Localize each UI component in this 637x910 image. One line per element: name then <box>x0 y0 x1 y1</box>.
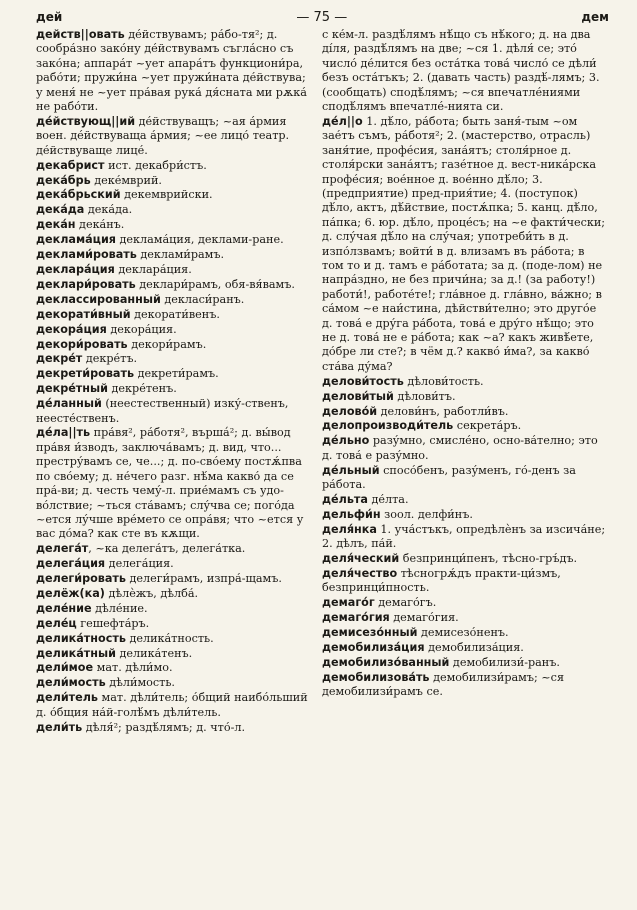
entry-headword: деклара́ция <box>36 263 115 276</box>
entry-headword: делеги́ровать <box>36 572 126 586</box>
entry-headword: деля́нка <box>322 522 377 536</box>
entry-headword: дельфи́н <box>322 507 381 521</box>
dictionary-entry <box>36 308 314 322</box>
dictionary-entry <box>322 115 606 374</box>
entry-definition: тѣсногрѫ́дъ практи-ци́змъ, безпринци́пность. <box>322 567 561 595</box>
entry-definition: делега́ция. <box>105 557 174 571</box>
dictionary-entry <box>36 602 314 616</box>
dictionary-entry <box>36 721 314 735</box>
entry-definition: делика́тенъ. <box>115 646 193 660</box>
entry-definition: (неестественный) изку́-ственъ, неесте́ственъ. <box>36 397 289 425</box>
entry-headword: де́льный <box>322 463 380 477</box>
dictionary-entry <box>36 617 314 631</box>
entry-headword: делопроизводи́тель <box>322 419 454 433</box>
dictionary-entry <box>36 263 314 277</box>
entry-headword: декори́ровать <box>36 337 128 351</box>
dictionary-entry <box>322 611 606 625</box>
entry-definition: гешефта́ръ. <box>76 616 150 630</box>
dictionary-entry <box>36 352 314 366</box>
dictionary-entry <box>36 28 314 114</box>
entry-headword: делега́ция <box>36 557 106 571</box>
dictionary-entry <box>36 293 314 307</box>
entry-definition: деклари́рамъ, обя-вя́вамъ. <box>135 277 295 291</box>
entry-definition: декрети́рамъ. <box>134 367 219 381</box>
dictionary-entry <box>322 596 606 610</box>
entry-definition: декре́тъ. <box>82 352 137 366</box>
dictionary-entry <box>322 464 606 493</box>
dictionary-entry <box>36 248 314 262</box>
dictionary-entry <box>36 159 314 173</box>
entry-headword: деклассированный <box>36 292 161 306</box>
dictionary-entry <box>36 203 314 217</box>
dictionary-entry <box>322 641 606 655</box>
entry-definition: демаго́гия. <box>389 611 459 625</box>
page-header <box>36 8 609 26</box>
dictionary-entry <box>36 323 314 337</box>
entry-headword: демобилизова́ть <box>322 670 430 684</box>
dictionary-entry <box>322 508 606 522</box>
entry-definition: пра́вя², ра́ботя², вършá²; д. вы́вод пра́вя и́зводъ, заключа́вамъ; д. вид, что... престру́вамъ се, че...; д. по-сво́ему постѫ́пва по сво́ему; д. не́чего разг. нѣ́ма какво́ да се пра́-ви; д. честь чему́-л. прие́мамъ съ удо-во́лствие; ~ться ста́вамъ; слу́чва се; пого́да ~ется лу́чше вре́мето се опра́вя; что ~ется у вас до́ма? как сте въ кѫщи. <box>36 426 304 541</box>
dictionary-entry <box>322 28 606 114</box>
header-left-guide-word: дей <box>36 10 63 24</box>
entry-headword: деля́ческий <box>322 552 400 566</box>
entry-definition: декора́ция. <box>106 322 177 336</box>
entry-definition: демаго́гъ. <box>374 596 437 610</box>
dictionary-entry <box>36 233 314 247</box>
left-column <box>36 28 314 736</box>
dictionary-entry <box>36 691 314 720</box>
dictionary-entry <box>322 419 606 433</box>
entry-headword: декора́ция <box>36 322 107 336</box>
entry-definition: безпринци́пенъ, тѣсно-гръ́дъ. <box>399 552 578 566</box>
entry-headword: делега́т <box>36 542 89 556</box>
dictionary-entry <box>36 397 314 426</box>
dictionary-entry <box>36 338 314 352</box>
dictionary-entry <box>36 382 314 396</box>
entry-headword: дека́брьский <box>36 188 121 202</box>
entry-definition: мат. дѣли́мо. <box>93 661 173 675</box>
page-number: — 75 — <box>296 9 348 25</box>
entry-definition: деклама́ция, деклами-ране. <box>115 233 284 247</box>
dictionary-entry <box>36 542 314 556</box>
entry-definition: дека́нъ. <box>75 218 125 232</box>
entry-definition: демисезо́ненъ. <box>417 626 509 640</box>
entry-headword: де́ланный <box>36 397 102 411</box>
entry-definition: с ке́м-л. раздѣ́лямъ нѣ́що съ нѣ́кого; д. на два ді́ля, раздѣ́лямъ на две; ~ся 1. дѣля́ се; это́ число́ де́лится без оста́тка това́ число́ се дѣли́ безъ оста́тъкъ; 2. (давать часть) раздѣ́-лямъ; 3. (сообщать) сподѣ́лямъ; ~ся впечатле́ниями сподѣ́лямъ впечатле́-нията си. <box>322 28 600 114</box>
entry-headword: декре́тный <box>36 382 108 396</box>
dictionary-entry <box>36 174 314 188</box>
entry-headword: декабрист <box>36 158 105 172</box>
entry-headword: деклама́ция <box>36 233 116 247</box>
entry-definition: де́лта. <box>367 493 409 506</box>
entry-definition: , ~ка делега́тъ, делега́тка. <box>88 542 246 556</box>
entry-definition: делика́тность. <box>125 631 214 645</box>
entry-definition: декре́тенъ. <box>107 382 177 396</box>
entry-headword: делика́тность <box>36 631 126 645</box>
entry-definition: де́йствувамъ; ра́бо-тя²; д. сообра́зно зако́ну де́йствувамъ съгла́сно съ зако́на; аппара́т ~ует апара́тъ функциони́ра, рабо́ти; пружи́на ~ует пружи́ната де́йствува; у меня́ не ~ует пра́вая рука́ дя́сната ми рѫка́ не рабо́ти. <box>36 28 307 114</box>
entry-headword: деле́ние <box>36 601 92 615</box>
dictionary-entry <box>36 632 314 646</box>
entry-headword: дека́да <box>36 203 85 217</box>
dictionary-entry <box>322 493 606 507</box>
dictionary-entry <box>322 390 606 404</box>
entry-headword: демаго́г <box>322 596 375 610</box>
entry-definition: дѣли́мость. <box>105 676 175 690</box>
entry-headword: де́йствующ||ий <box>36 114 136 128</box>
entry-headword: дели́мое <box>36 661 94 675</box>
entry-definition: демобилизи́-ранъ. <box>449 655 560 669</box>
entry-headword: дека́н <box>36 218 76 232</box>
dictionary-entry <box>322 523 606 552</box>
entry-definition: секрета́ръ. <box>453 419 522 433</box>
entry-definition: дѣлови́тъ. <box>393 389 456 403</box>
entry-headword: демисезо́нный <box>322 626 418 640</box>
dictionary-entry <box>36 647 314 661</box>
header-right-guide-word: дем <box>581 10 609 24</box>
entry-definition: зоол. делфи́нъ. <box>380 507 473 521</box>
entry-headword: дели́тель <box>36 691 98 705</box>
entry-headword: демобилиза́ция <box>322 641 425 655</box>
entry-definition: дѣля́²; раздѣ́лямъ; д. что́-л. <box>82 720 246 734</box>
entry-definition: де́йствуващъ; ~ая а́рмия воен. де́йствуваща а́рмия; ~ее лицо́ театр. де́йствуваще лице́. <box>36 114 290 157</box>
entry-definition: декори́рамъ. <box>127 337 207 351</box>
dictionary-entry <box>322 434 606 463</box>
entry-headword: делови́тый <box>322 389 394 403</box>
entry-headword: делово́й <box>322 404 378 418</box>
entry-definition: спосо́бенъ, разу́менъ, го́-денъ за ра́бота. <box>322 463 576 492</box>
entry-definition: демобилизи́рамъ; ~ся демобилизи́рамъ се. <box>322 670 565 699</box>
entry-definition: делеги́рамъ, изпра́-щамъ. <box>125 572 282 586</box>
entry-headword: дели́мость <box>36 676 106 690</box>
entry-definition: дѣлѐжъ, дѣлба́. <box>104 586 199 600</box>
entry-headword: деля́чество <box>322 567 398 581</box>
entry-headword: делёж(ка) <box>36 586 105 600</box>
entry-headword: деклари́ровать <box>36 277 136 291</box>
entry-definition: 1. уча́стъкъ, опредѣлѐнъ за изсича́не; 2. дѣлъ, па́й. <box>322 522 606 551</box>
dictionary-entry <box>322 405 606 419</box>
entry-definition: разу́мно, смисле́но, осно-ва́телно; это д. това́ е разу́мно. <box>322 434 598 462</box>
entry-headword: дели́ть <box>36 720 83 734</box>
dictionary-entry <box>36 572 314 586</box>
entry-headword: декорати́вный <box>36 307 131 321</box>
entry-definition: декласи́ранъ. <box>160 292 245 306</box>
entry-definition: деклами́рамъ. <box>136 248 225 262</box>
entry-definition: ист. декабри́стъ. <box>104 158 207 172</box>
entry-definition: дѣле́ние. <box>91 601 148 615</box>
entry-headword: де́ла||ть <box>36 426 91 440</box>
entry-definition: делови́нъ, работли́въ. <box>377 404 509 418</box>
dictionary-entry <box>36 278 314 292</box>
entry-headword: демобилизо́ванный <box>322 655 450 669</box>
entry-headword: действ||овать <box>36 28 125 41</box>
entry-headword: деле́ц <box>36 616 77 630</box>
entry-definition: декорати́венъ. <box>130 307 220 321</box>
entry-headword: делика́тный <box>36 646 116 660</box>
entry-definition: демобилиза́ция. <box>424 641 524 655</box>
dictionary-entry <box>322 656 606 670</box>
dictionary-entry <box>36 661 314 675</box>
entry-headword: де́л||о <box>322 114 363 128</box>
dictionary-entry <box>322 552 606 566</box>
entry-definition: дѣлови́тость. <box>403 374 484 388</box>
right-column <box>322 28 606 700</box>
dictionary-entry <box>322 567 606 596</box>
dictionary-entry <box>36 426 314 541</box>
dictionary-entry <box>36 676 314 690</box>
entry-definition: дека́да. <box>84 203 133 217</box>
entry-definition: деклара́ция. <box>114 263 192 276</box>
entry-headword: дека́брь <box>36 173 91 187</box>
dictionary-entry <box>322 671 606 700</box>
entry-headword: де́льно <box>322 434 370 448</box>
dictionary-entry <box>36 367 314 381</box>
entry-headword: демаго́гия <box>322 611 390 625</box>
entry-definition: 1. дѣ́ло, ра́бота; быть заня́-тым ~ом зае́тъ съмъ, ра́ботя²; 2. (мастерство, отрасль) заня́тие, профе́сия, зана́ятъ; столя́рное д. столя́рски зана́ятъ; газе́тное д. вест-ника́рска профе́сия; вое́нное д. вое́нно дѣ́ло; 3. (предприятие) пред-прия́тие; 4. (поступок) дѣ́ло, актъ, дѣ́йствие, постѫ́пка; 5. канц. дѣ́ло, па́пка; 6. юр. дѣ́ло, проце́съ; на ~е факти́чески; д. слу́чая дѣ́ло на слу́чая; употреби́ть в д. изпо́лзвамъ; войти́ в д. влизамъ въ ра́бота; в том то и д. тамъ е ра́ботата; за д. (поде-лом) не напра́здно, не без причи́на; за д.! (за работу!) работи́!, работе́те!; гла́вное д. гла́вно, ва́жно; в са́мом ~е наи́стина, дѣйстви́телно; это друго́е д. това́ е дру́га ра́бота, това́ е дру́го нѣ́що; это не д. това́ не е ра́бота; как ~а? какъ живѣ́ете, до́бре ли сте?; в чём д.? какво́ и́ма?, за какво́ ста́ва ду́ма? <box>322 114 606 373</box>
dictionary-entry <box>322 375 606 389</box>
dictionary-entry <box>36 587 314 601</box>
dictionary-entry <box>322 626 606 640</box>
entry-headword: делови́тость <box>322 374 404 388</box>
entry-headword: деклами́ровать <box>36 248 137 262</box>
entry-definition: мат. дѣли́тель; о́бщий наибо́льший д. о́бщия на́й-голѣ́мъ дѣли́тель. <box>36 691 308 719</box>
dictionary-entry <box>36 218 314 232</box>
entry-headword: декрети́ровать <box>36 367 135 381</box>
dictionary-entry <box>36 557 314 571</box>
dictionary-entry <box>36 188 314 202</box>
entry-headword: декре́т <box>36 352 83 366</box>
entry-definition: декемврийски. <box>120 188 213 202</box>
dictionary-entry <box>36 115 314 158</box>
entry-definition: деке́мврий. <box>90 173 162 187</box>
entry-headword: де́льта <box>322 493 368 506</box>
